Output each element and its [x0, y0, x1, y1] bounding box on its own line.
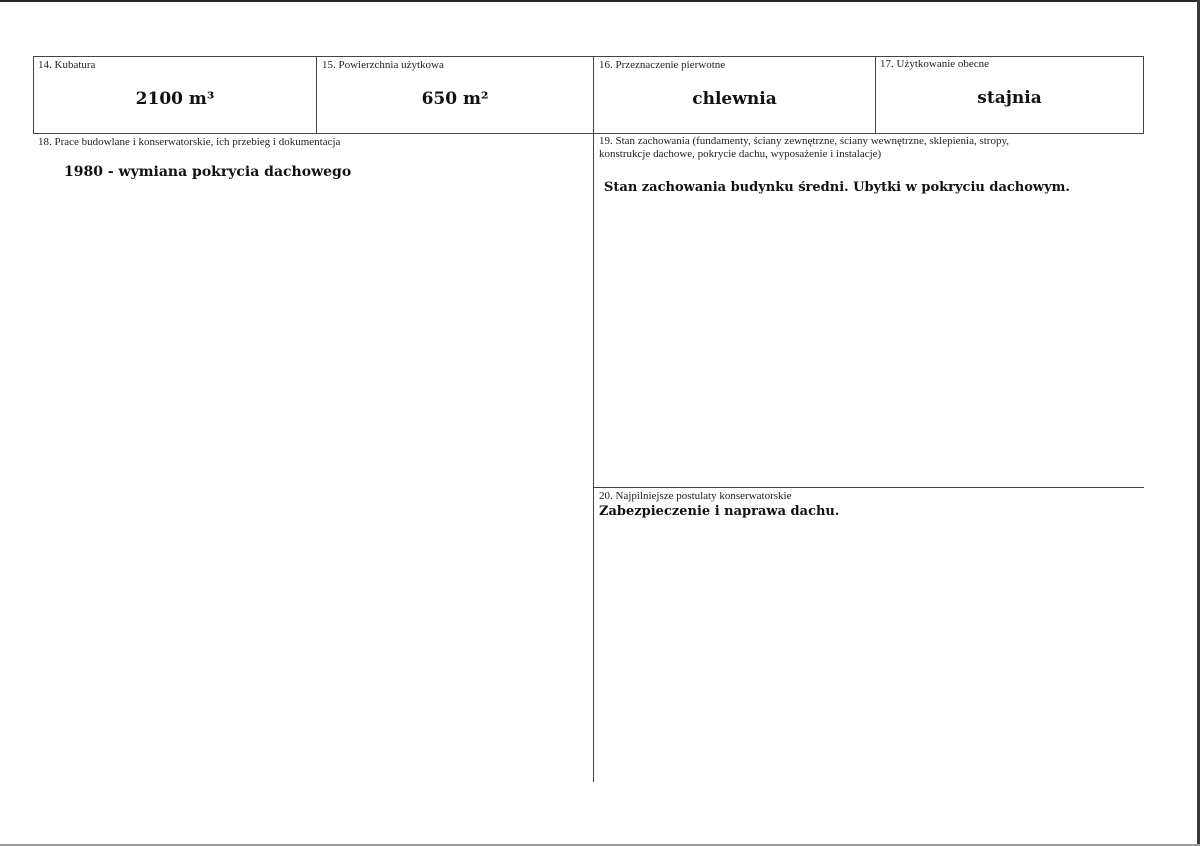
- field-label: 20. Najpilniejsze postulaty konserwatorskie: [599, 490, 792, 502]
- grid-line-row-19-20: [594, 487, 1144, 488]
- field-value: 1980 - wymiana pokrycia dachowego: [64, 164, 352, 180]
- field-label-line1: 19. Stan zachowania (fundamenty, ściany zewnętrzne, ściany wewnętrzne, sklepienia, stropy,: [599, 135, 1010, 147]
- field-label: 16. Przeznaczenie pierwotne: [599, 59, 726, 71]
- field-value: 2100 m³: [135, 89, 215, 109]
- grid-line-center: [593, 56, 594, 782]
- grid-line-right: [1143, 56, 1144, 134]
- grid-line-row1-bottom: [33, 133, 1143, 134]
- field-label: 18. Prace budowlane i konserwatorskie, ich przebieg i dokumentacja: [38, 136, 341, 148]
- field-label: 15. Powierzchnia użytkowa: [322, 59, 444, 71]
- field-value: chlewnia: [692, 89, 777, 109]
- field-value: Zabezpieczenie i naprawa dachu.: [599, 504, 840, 519]
- grid-line-top: [33, 56, 1143, 57]
- field-label: 17. Użytkowanie obecne: [880, 58, 990, 70]
- field-label-line2: konstrukcje dachowe, pokrycie dachu, wyposażenie i instalacje): [599, 148, 882, 160]
- field-value: Stan zachowania budynku średni. Ubytki w pokryciu dachowym.: [604, 180, 1070, 195]
- scan-edge-top: [0, 0, 1200, 2]
- field-value: 650 m²: [421, 89, 489, 109]
- field-label: 14. Kubatura: [38, 59, 96, 71]
- field-value: stajnia: [977, 88, 1042, 108]
